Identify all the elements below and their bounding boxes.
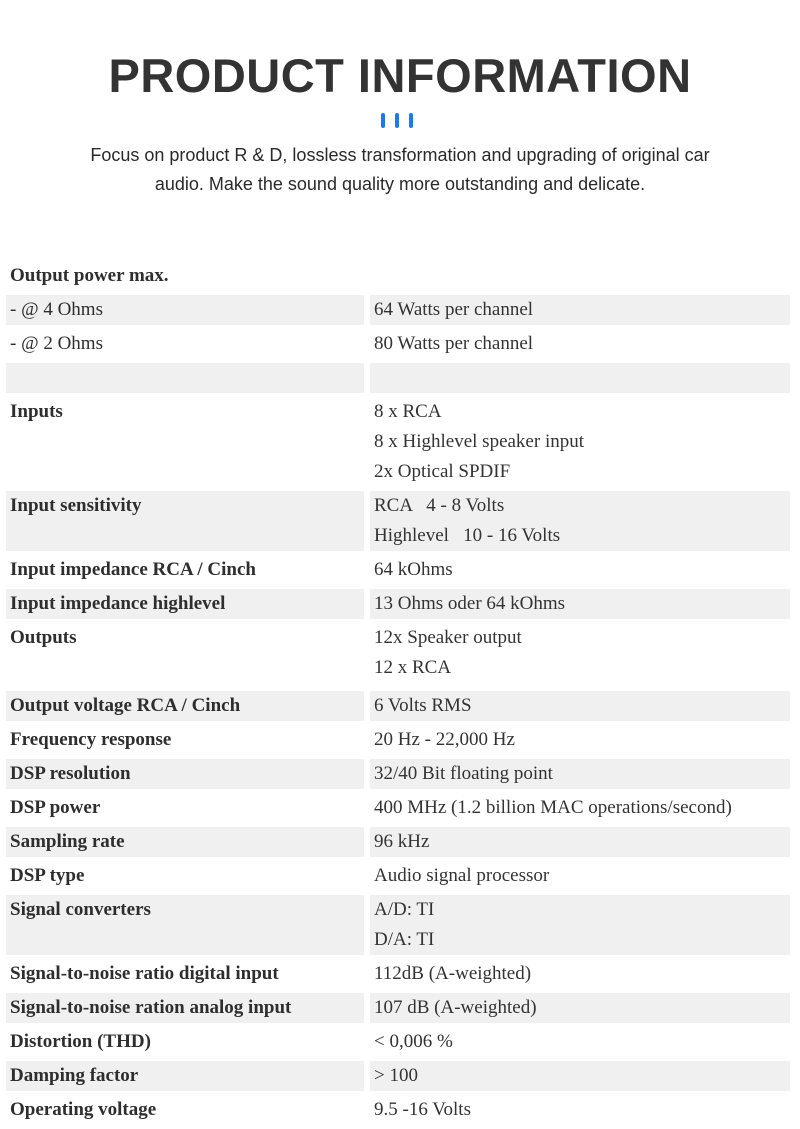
spec-value-line: 12 x RCA (374, 657, 452, 678)
spec-row-output-voltage (0, 691, 800, 721)
spec-value: 6 Volts RMS (370, 691, 790, 721)
spec-value: 9.5 -16 Volts (370, 1095, 790, 1125)
spec-value-line: 8 x RCA (374, 401, 442, 422)
spec-label: DSP type (6, 861, 364, 891)
spec-value-line: D/A: TI (374, 929, 435, 950)
spec-value: 13 Ohms oder 64 kOhms (370, 589, 790, 619)
spec-value: 64 Watts per channel (370, 295, 790, 325)
spec-label: Signal converters (6, 895, 364, 955)
spec-row-snr-digital (0, 959, 800, 989)
spec-label: Distortion (THD) (6, 1027, 364, 1057)
page-title: PRODUCT INFORMATION (108, 49, 692, 102)
spec-row-4ohm (0, 295, 800, 325)
spec-label (6, 363, 364, 393)
accent-bar (395, 113, 399, 128)
spec-label: Operating voltage (6, 1095, 364, 1125)
spec-label: Damping factor (6, 1061, 364, 1091)
spec-value: 32/40 Bit floating point (370, 759, 790, 789)
spec-label: Outputs (6, 623, 364, 683)
spec-row-distortion (0, 1027, 800, 1057)
spec-label: Inputs (6, 397, 364, 487)
spec-row-spacer (0, 363, 800, 393)
spec-label: Sampling rate (6, 827, 364, 857)
spec-value-line: 8 x Highlevel speaker input (374, 431, 585, 452)
spec-value: 112dB (A-weighted) (370, 959, 790, 989)
spec-label: - @ 2 Ohms (6, 329, 364, 359)
spec-value: 64 kOhms (370, 555, 790, 585)
spec-value: Audio signal processor (370, 861, 790, 891)
spec-row-input-impedance-highlevel (0, 589, 800, 619)
spec-value-line: 2x Optical SPDIF (374, 461, 511, 482)
spec-label: DSP power (6, 793, 364, 823)
spec-value (370, 363, 790, 393)
spec-label: Frequency response (6, 725, 364, 755)
spec-label: Input sensitivity (6, 491, 364, 551)
spec-value: 400 MHz (1.2 billion MAC operations/second) (370, 793, 790, 823)
spec-row-snr-analog (0, 993, 800, 1023)
spec-value-line: RCA 4 - 8 Volts (374, 495, 505, 516)
spec-row-frequency-response (0, 725, 800, 755)
header (0, 0, 800, 240)
spec-value: 20 Hz - 22,000 Hz (370, 725, 790, 755)
accent-bar (381, 113, 385, 128)
spec-row-sampling-rate (0, 827, 800, 857)
spec-label: Output power max. (6, 261, 364, 291)
spec-label: Signal-to-noise ration analog input (6, 993, 364, 1023)
spec-row-output-power (0, 261, 800, 291)
subtitle-line: Focus on product R & D, lossless transformation and upgrading of original car (90, 145, 710, 165)
spec-row-dsp-resolution (0, 759, 800, 789)
spec-row-damping-factor (0, 1061, 800, 1091)
spec-label: Input impedance highlevel (6, 589, 364, 619)
spec-value: > 100 (370, 1061, 790, 1091)
spec-row-inputs (0, 397, 800, 487)
spec-value (370, 491, 790, 551)
subtitle-line: audio. Make the sound quality more outstanding and delicate. (154, 174, 646, 194)
spec-table (0, 261, 800, 1129)
spec-label: Output voltage RCA / Cinch (6, 691, 364, 721)
spec-row-signal-converters (0, 895, 800, 955)
spec-value: 107 dB (A-weighted) (370, 993, 790, 1023)
spec-label: DSP resolution (6, 759, 364, 789)
spec-value: < 0,006 % (370, 1027, 790, 1057)
spec-value (370, 397, 790, 487)
spec-row-outputs (0, 623, 800, 683)
spec-label: Signal-to-noise ratio digital input (6, 959, 364, 989)
spec-value (370, 623, 790, 683)
accent-bar (409, 113, 413, 128)
spec-row-dsp-type (0, 861, 800, 891)
spec-value: 80 Watts per channel (370, 329, 790, 359)
spec-value-line: Highlevel 10 - 16 Volts (374, 525, 561, 546)
spec-value: 96 kHz (370, 827, 790, 857)
spec-value-line: 12x Speaker output (374, 627, 522, 648)
spec-row-operating-voltage (0, 1095, 800, 1125)
spec-row-dsp-power (0, 793, 800, 823)
spec-row-2ohm (0, 329, 800, 359)
spec-row-input-sensitivity (0, 491, 800, 551)
spec-label: Input impedance RCA / Cinch (6, 555, 364, 585)
subtitle (60, 141, 740, 199)
spec-label: - @ 4 Ohms (6, 295, 364, 325)
spec-value (370, 261, 790, 291)
spec-value (370, 895, 790, 955)
spec-value-line: A/D: TI (374, 899, 435, 920)
spec-row-input-impedance-rca (0, 555, 800, 585)
